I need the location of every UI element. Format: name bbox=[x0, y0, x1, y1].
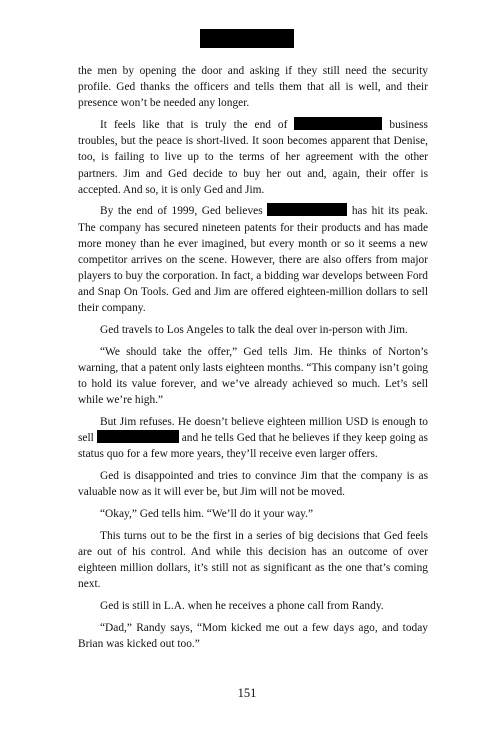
redaction-bar bbox=[294, 117, 382, 130]
paragraph bbox=[78, 620, 428, 652]
paragraph-text: Ged is disappointed and tries to convince Jim that the company is as valuable now as it will ever be, but Jim will not be moved. bbox=[78, 470, 428, 499]
paragraph-text: the men by opening the door and asking if they still need the security profile. Ged thanks the officers and tells them that all is well, and their presence won’t be needed any longer. bbox=[78, 65, 428, 110]
paragraph bbox=[78, 322, 428, 338]
paragraph bbox=[78, 414, 428, 462]
paragraph-text: business troubles, but the peace is short-lived. It soon becomes apparent that Denise, too, is failing to live up to the terms of her agreement with the other partners. Jim and Ged decide to buy her out and, again, their offer is accepted. And so, it is only Ged and Jim. bbox=[78, 119, 428, 196]
paragraph bbox=[78, 598, 428, 614]
paragraph bbox=[78, 506, 428, 522]
paragraph-text: “Dad,” Randy says, “Mom kicked me out a few days ago, and today Brian was kicked out too.” bbox=[78, 621, 428, 650]
paragraph-text: By the end of 1999, Ged believes bbox=[100, 205, 268, 218]
redaction-bar bbox=[267, 203, 347, 216]
paragraph bbox=[78, 203, 428, 316]
paragraph-text: Ged travels to Los Angeles to talk the deal over in-person with Jim. bbox=[100, 324, 408, 337]
paragraph bbox=[78, 117, 428, 198]
paragraph-text: This turns out to be the first in a series of big decisions that Ged feels are out of his control. And while this decision has an outcome of over eighteen million dollars, it’s still not as significant as the one that’s coming next. bbox=[78, 529, 428, 591]
page-number: 151 bbox=[237, 686, 257, 700]
paragraph bbox=[78, 528, 428, 593]
paragraph-text: “Okay,” Ged tells him. “We’ll do it your way.” bbox=[100, 508, 314, 521]
paragraph-text: But Jim refuses. He doesn’t believe eighteen million USD is enough to sell bbox=[78, 416, 428, 445]
paragraph-text: It feels like that is truly the end of bbox=[100, 119, 295, 132]
page-body bbox=[78, 63, 428, 658]
paragraph bbox=[78, 344, 428, 409]
paragraph bbox=[78, 63, 428, 111]
paragraph bbox=[78, 468, 428, 500]
paragraph-text: Ged is still in L.A. when he receives a phone call from Randy. bbox=[100, 600, 384, 613]
redaction-bar bbox=[97, 430, 179, 443]
paragraph-text: “We should take the offer,” Ged tells Jim. He thinks of Norton’s warning, that a patent only lasts eighteen months. “This company isn’t going to hold its value forever, and we’ve already achieved so much. Let’s sell while we’re high.” bbox=[78, 345, 428, 407]
header-redaction bbox=[200, 29, 294, 48]
paragraph-text: has hit its peak. The company has secured nineteen patents for their products and has made more money than he ever imagined, but every month or so it seems a new competitor arrives on the scene. However, there are also offers from major players to buy the corporation. In fact, a bidding war develops between Ford and Snap On Tools. Ged and Jim are offered eighteen-million dollars to sell their company. bbox=[78, 205, 428, 315]
paragraph-text: and he tells Ged that he believes if they keep going as status quo for a few more years, they’ll receive even larger offers. bbox=[78, 432, 428, 461]
